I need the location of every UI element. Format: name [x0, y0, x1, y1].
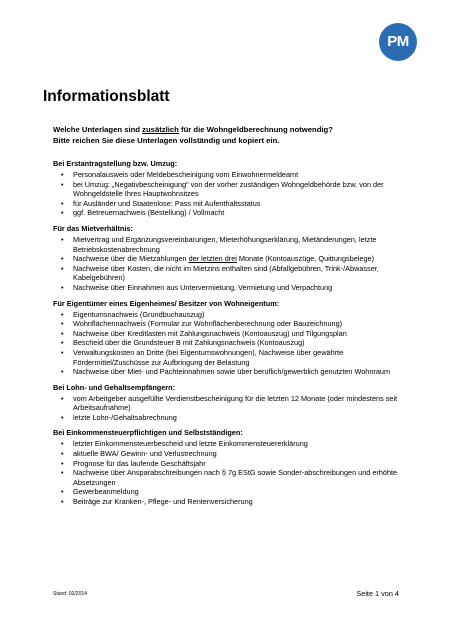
intro-line1-end: für die Wohngeldberechnung notwendig? — [178, 125, 333, 134]
list-item: • Nachweise über Kreditlasten mit Zahlungsnachweis (Kontoauszug) und Tilgungsplan — [73, 329, 413, 339]
document-list — [53, 235, 413, 293]
list-item: • Gewerbeanmeldung — [73, 487, 413, 497]
section-selbststaendige — [53, 428, 413, 506]
list-item: • letzte Lohn-/Gehaltsabrechnung — [73, 413, 413, 423]
section-heading: Für das Mietverhältnis: — [53, 223, 133, 233]
list-item: • Nachweise über Ansparabschreibungen nach § 7g EStG sowie Sonder-abschreibungen und erhöhte Absetzungen — [73, 468, 413, 487]
section-heading: Bei Erstantragstellung bzw. Umzug: — [53, 159, 178, 168]
list-item: • aktuelle BWA/ Gewinn- und Verlustrechnung — [73, 449, 413, 459]
section-mietverhaeltnis — [53, 224, 413, 293]
section-heading: Für Eigentümer eines Eigenheimes/ Besitzer von Wohneigentum: — [53, 298, 280, 308]
list-item: • Wohnflächennachweis (Formular zur Wohnflächenberechnung oder Bauzeichnung) — [73, 319, 413, 329]
document-list — [53, 439, 413, 506]
list-item: • Beiträge zur Kranken-, Pflege- und Rentenversicherung — [73, 497, 413, 507]
list-item: • Verwaltungskosten an Dritte (bei Eigentumswohnungen), Nachweise über gewährte Fördermittel/Zuschüsse zur Aufbringung der Belastung — [73, 348, 413, 367]
section-erstantrag — [53, 159, 413, 218]
list-item: • Nachweise über Einnahmen aus Untervermietung, Vermietung und Verpachtung — [73, 283, 413, 293]
footer-page-number: Seite 1 von 4 — [356, 589, 399, 598]
list-item: • für Ausländer und Staatenlose: Pass mit Aufenthaltsstatus — [73, 199, 413, 209]
intro-line1-start: Welche Unterlagen sind — [53, 125, 143, 134]
list-item — [73, 254, 413, 264]
list-item: • Nachweise über Miet- und Pachteinnahmen sowie über beruflich/gewerblich genutzten Wohnraum — [73, 367, 413, 377]
pm-logo: PM — [379, 23, 417, 61]
list-item-underlined: der letzten drei — [188, 254, 237, 264]
document-list — [53, 170, 413, 218]
intro-line2: Bitte reichen Sie diese Unterlagen vollständig und kopiert ein. — [53, 136, 280, 145]
intro-text — [53, 124, 413, 146]
list-item: • Personalausweis oder Meldebescheinigung vom Einwohnermeldeamt — [73, 170, 413, 180]
list-item: • Mietvertrag und Ergänzungsvereinbarungen, Mieterhöhungserklärung, Mietänderungen, letzte Betriebskostenabrechnung — [73, 235, 413, 254]
list-item: • vom Arbeitgeber ausgefüllte Verdienstbescheinigung für die letzten 12 Monate (oder mindestens seit Arbeitsaufnahme) — [73, 394, 413, 413]
list-item: • letzter Einkommensteuerbescheid und letzte Einkommensteuererklärung — [73, 439, 413, 449]
document-body — [53, 124, 413, 513]
section-lohn-gehalt — [53, 383, 413, 423]
section-heading: Bei Einkommensteuerpflichtigen und Selbstständigen: — [53, 428, 243, 438]
list-item-end: Monate (Kontoauszüge, Quittungsbelege) — [236, 254, 374, 264]
intro-line1-underlined: zusätzlich — [142, 125, 179, 134]
list-item: • Prognose für das laufende Geschäftsjahr — [73, 459, 413, 469]
section-eigentuemer — [53, 299, 413, 377]
list-item: • bei Umzug: „Negativbescheinigung“ von der vorher zuständigen Wohngeldbehörde bzw. von der Wohngeldstelle Ihres Hauptwohnsitzes — [73, 180, 413, 199]
list-item: • Nachweise über Kosten, die nicht im Mietzins enthalten sind (Abfallgebühren, Trink-/Abwasser, Kabelgebühren) — [73, 264, 413, 283]
page-title: Informationsblatt — [43, 88, 170, 105]
footer-stand: Stand: 02/2014 — [53, 591, 87, 597]
list-item: • Eigentumsnachweis (Grundbuchauszug) — [73, 310, 413, 320]
list-item: • Bescheid über die Grundsteuer B mit Zahlungsnachweis (Kontoauszug) — [73, 338, 413, 348]
document-list — [53, 310, 413, 377]
list-item-start: Nachweise über die Mietzahlungen — [73, 254, 189, 264]
section-heading: Bei Lohn- und Gehaltsempfängern: — [53, 382, 176, 392]
list-item: • ggf. Betreuernachweis (Bestellung) / Vollmacht — [73, 208, 413, 218]
document-list — [53, 394, 413, 423]
